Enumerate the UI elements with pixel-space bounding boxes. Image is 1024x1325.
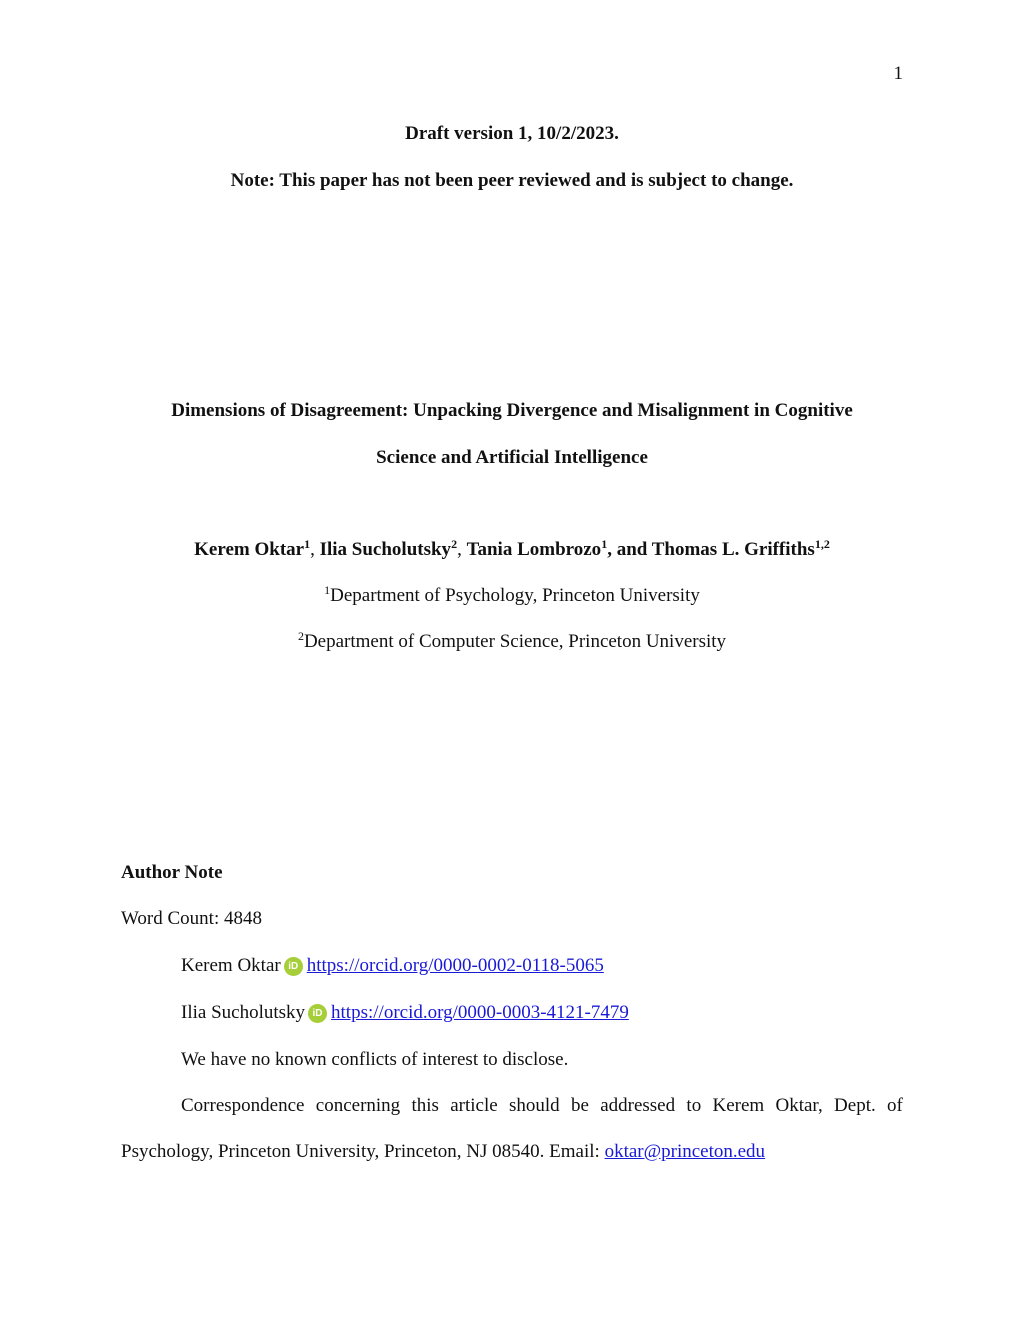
affiliation-1 <box>0 583 1024 606</box>
orcid-author-name: Kerem Oktar <box>181 955 281 976</box>
author-separator: , and <box>607 539 652 560</box>
review-note: Note: This paper has not been peer reviewed and is subject to change. <box>230 170 794 191</box>
author-separator: , <box>457 539 467 560</box>
author-separator: , <box>310 539 320 560</box>
author-note-heading: Author Note <box>121 862 223 883</box>
paper-title-line1: Dimensions of Disagreement: Unpacking Divergence and Misalignment in Cognitive <box>171 400 853 421</box>
correspondence-line-2 <box>121 1142 765 1161</box>
correspondence-word: addressed <box>600 1095 676 1116</box>
conflicts-statement: We have no known conflicts of interest to disclose. <box>181 1049 569 1070</box>
orcid-author-name: Ilia Sucholutsky <box>181 1002 306 1023</box>
draft-version: Draft version 1, 10/2/2023. <box>405 123 619 144</box>
author-name: Ilia Sucholutsky <box>319 539 452 560</box>
affiliation-sup: 2 <box>297 629 304 643</box>
correspondence-word: should <box>508 1095 560 1116</box>
page-number: 1 <box>893 63 903 84</box>
correspondence-word: Kerem <box>712 1095 765 1116</box>
author-name: Tania Lombrozo <box>466 539 602 560</box>
correspondence-word: Correspondence <box>181 1095 305 1116</box>
orcid-link-sucholutsky[interactable]: https://orcid.org/0000-0003-4121-7479 <box>331 1002 629 1023</box>
affiliation-text: Department of Computer Science, Princeton University <box>303 631 727 652</box>
correspondence-word: Dept. <box>834 1095 876 1116</box>
author-affiliation-sup: 2 <box>451 537 458 551</box>
author-affiliation-sup: 1 <box>601 537 608 551</box>
orcid-icon[interactable]: iD <box>284 957 303 976</box>
correspondence-word: to <box>686 1095 702 1116</box>
paper-title-line2: Science and Artificial Intelligence <box>376 447 648 468</box>
orcid-row-oktar <box>181 956 604 976</box>
author-name: Thomas L. Griffiths <box>651 539 815 560</box>
correspondence-word: article <box>450 1095 498 1116</box>
correspondence-address: Psychology, Princeton University, Princeton, NJ 08540. Email: <box>121 1141 605 1162</box>
orcid-row-sucholutsky <box>181 1003 629 1023</box>
correspondence-word: Oktar, <box>775 1095 823 1116</box>
author-affiliation-sup: 1,2 <box>814 537 830 551</box>
author-list <box>0 537 1024 560</box>
correspondence-line-1 <box>181 1096 903 1115</box>
author-affiliation-sup: 1 <box>304 537 311 551</box>
author-name: Kerem Oktar <box>194 539 305 560</box>
correspondence-word: be <box>570 1095 589 1116</box>
affiliation-2 <box>0 629 1024 652</box>
correspondence-word: this <box>411 1095 439 1116</box>
correspondence-word: of <box>887 1095 903 1116</box>
affiliation-text: Department of Psychology, Princeton University <box>330 585 700 606</box>
correspondence-word: concerning <box>315 1095 401 1116</box>
orcid-link-oktar[interactable]: https://orcid.org/0000-0002-0118-5065 <box>306 955 604 976</box>
email-link[interactable]: oktar@princeton.edu <box>604 1141 766 1162</box>
affiliation-sup: 1 <box>324 583 331 597</box>
orcid-icon[interactable]: iD <box>308 1004 327 1023</box>
word-count: Word Count: 4848 <box>121 908 262 929</box>
